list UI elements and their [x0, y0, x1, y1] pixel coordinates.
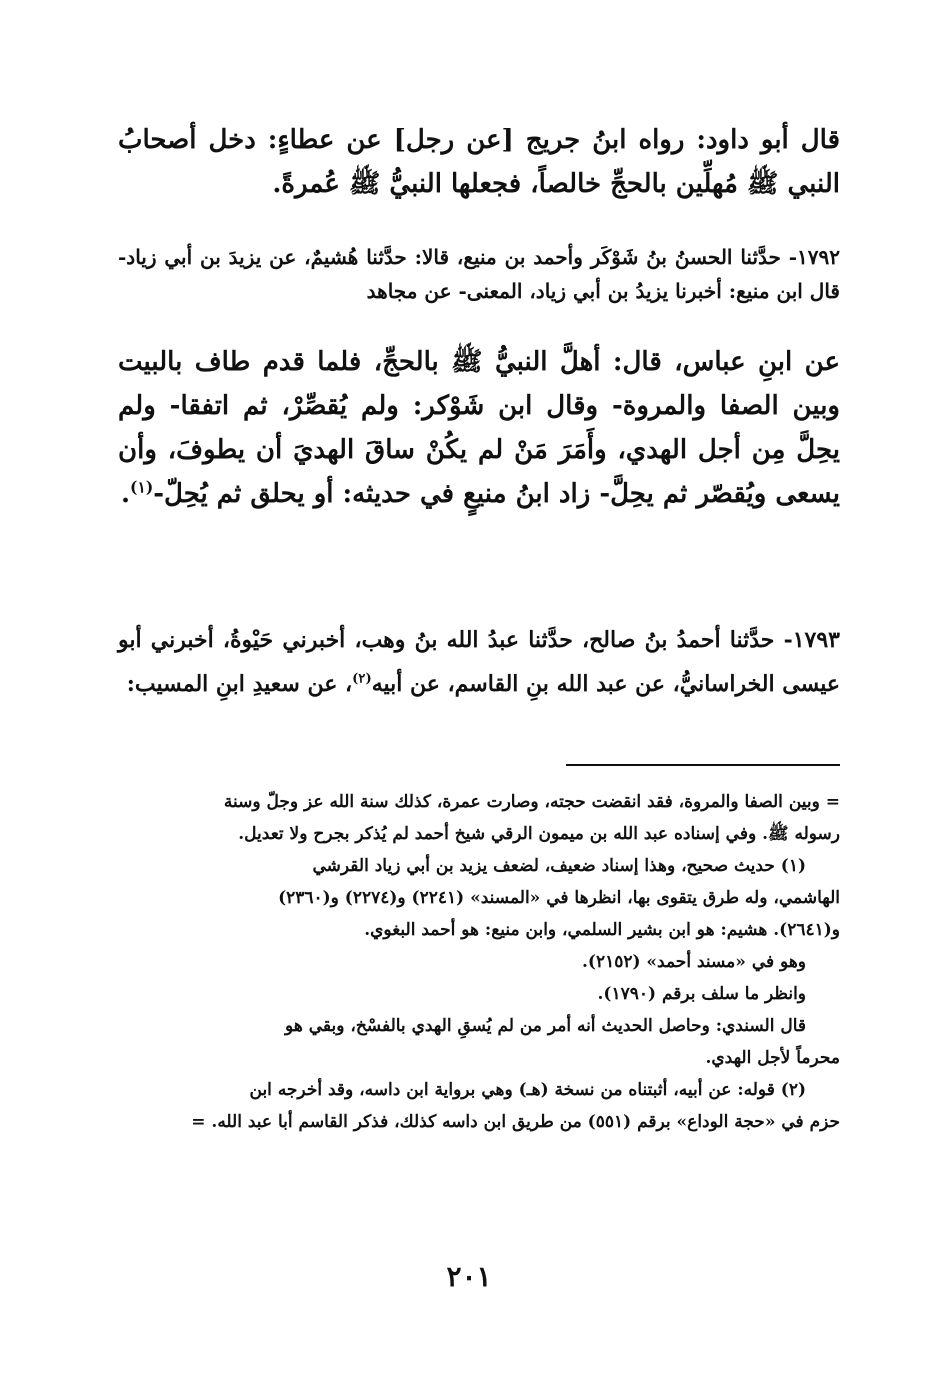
hadith-1793-end: ، عن سعيدِ ابنِ المسيب: [126, 671, 353, 697]
hadith-1793 [118, 618, 840, 706]
page-number: ٢٠١ [446, 1260, 492, 1293]
hadith-1792-end: . [120, 479, 131, 509]
body-paragraph-text: قال أبو داود: رواه ابنُ جريج [عن رجل] عن عطاءٍ: دخل أصحابُ النبي ﷺ مُهلِّين بالحجِّ خالصاً، فجعلها النبيُّ ﷺ عُمرةً. [118, 125, 840, 199]
footnote-ref-1[interactable]: (١) [130, 477, 154, 497]
footnote-1-line: وانظر ما سلف برقم (١٧٩٠). [597, 984, 806, 1004]
footnote-1-line: محرماً لأجل الهدي. [705, 1048, 840, 1068]
body-paragraph [118, 118, 840, 206]
footnote-1-line: و(٢٦٤١). هشيم: هو ابن بشير السلمي، وابن منيع: هو أحمد البغوي. [364, 920, 840, 940]
footnote-1-line: (١) حديث صحيح، وهذا إسناد ضعيف، لضعف يزيد بن أبي زياد القرشي [312, 856, 806, 876]
footnote-2-line: (٢) قوله: عن أبيه، أثبتناه من نسخة (هـ) وهي برواية ابن داسه، وقد أخرجه ابن [249, 1080, 806, 1100]
footnote-ref-2[interactable]: (٢) [352, 671, 372, 687]
footnote-continuation-line: رسوله ﷺ. وفي إسناده عبد الله بن ميمون الرقي شيخ أحمد لم يُذكر بجرح ولا تعديل. [238, 824, 840, 844]
hadith-1792-chain [118, 240, 840, 308]
footnote-continuation-line: = وبين الصفا والمروة، فقد انقضت حجته، وصارت عمرة، كذلك سنة الله عز وجلّ وسنة [223, 792, 840, 812]
hadith-1792-chain-text: ١٧٩٢- حدَّثنا الحسنُ بنُ شَوْكَر وأحمد بن منيع، قالا: حدَّثنا هُشيمٌ، عن يزيدَ بن أبي زياد- قال ابن منيع: أخبرنا يزيدُ بن أبي زياد، المعنى- عن مجاهد [118, 245, 840, 303]
hadith-1792-matn [118, 340, 840, 516]
footnotes-section [118, 786, 840, 1138]
footnote-1-line: وهو في «مسند أحمد» (٢١٥٢). [581, 952, 806, 972]
footnote-1-line: الهاشمي، وله طرق يتقوى بها، انظرها في «المسند» (٢٢٤١) و(٢٢٧٤) و(٢٣٦٠) [278, 888, 840, 908]
hadith-1793-text: ١٧٩٣- حدَّثنا أحمدُ بنُ صالح، حدَّثنا عبدُ الله بنُ وهب، أخبرني حَيْوةُ، أخبرني أبو عيسى الخراسانيُّ، عن عبد الله بنِ القاسم، عن أبيه [118, 627, 840, 697]
footnote-1-line: قال السندي: وحاصل الحديث أنه أمر من لم يُسقِ الهدي بالفسْخ، وبقي هو [285, 1016, 806, 1036]
footnote-divider [566, 764, 840, 766]
hadith-1792-matn-text: عن ابنِ عباس، قال: أهلَّ النبيُّ ﷺ بالحجِّ، فلما قدم طاف بالبيت وبين الصفا والمروة- وقال ابن شَوْكر: ولم يُقصِّرْ، ثم اتفقا- ولم يحِلَّ مِن أجل الهدي، وأَمَرَ مَنْ لم يكُنْ ساقَ الهديَ أن يطوفَ، وأن يسعى ويُقصّر ثم يحِلَّ- زاد ابنُ منيعٍ في حديثه: أو يحلق ثم يُحِلّ- [118, 347, 840, 509]
footnote-2-line: حزم في «حجة الوداع» برقم (٥٥١) من طريق ابن داسه كذلك، فذكر القاسم أبا عبد الله. = [191, 1112, 840, 1132]
